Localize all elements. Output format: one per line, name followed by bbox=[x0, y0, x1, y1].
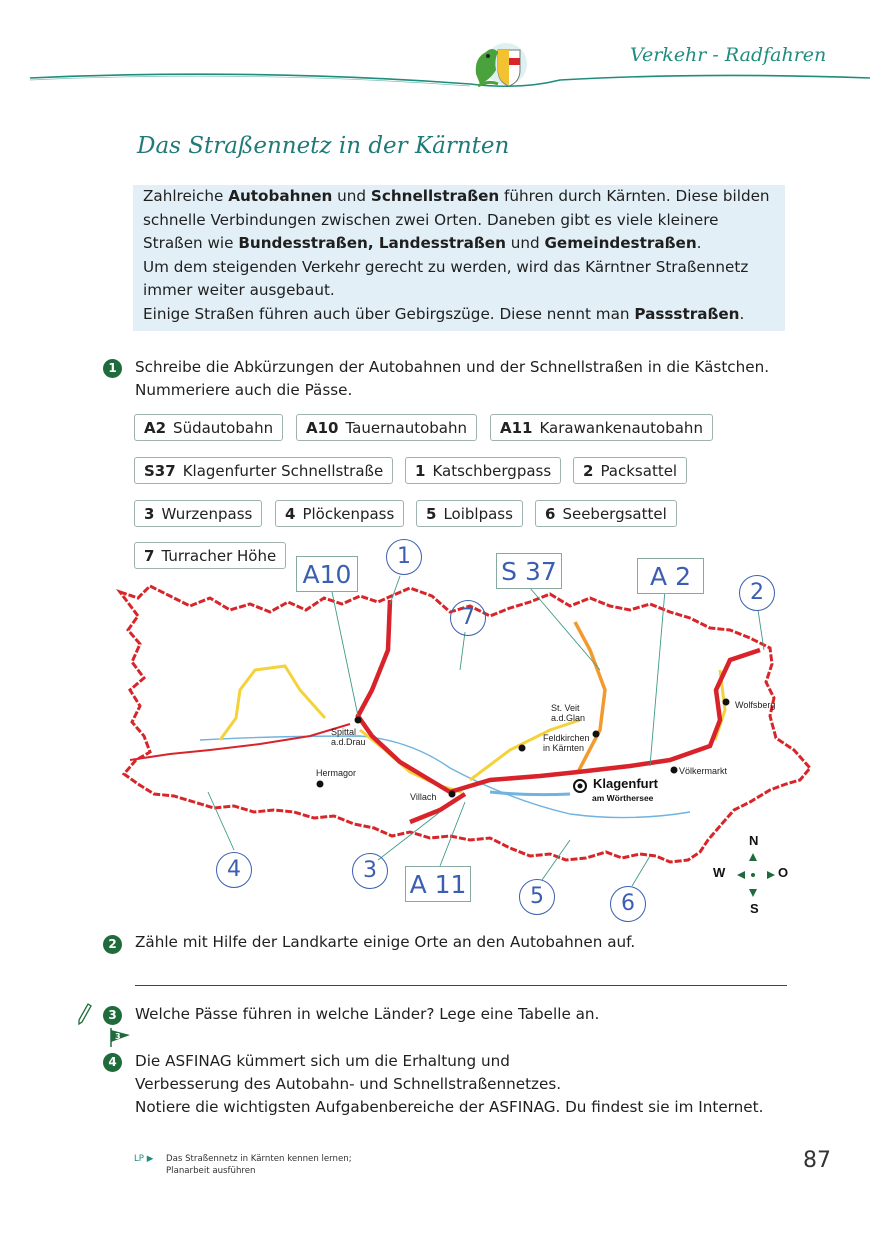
task-number-3: 3 bbox=[103, 1006, 122, 1025]
pass-circle-6: 6 bbox=[610, 886, 646, 922]
info-line: immer weiter ausgebaut. bbox=[143, 281, 335, 300]
town-dot-voelkermarkt bbox=[671, 767, 678, 774]
town-label-klagenfurt: Klagenfurt bbox=[593, 776, 658, 791]
town-dot-wolfsberg bbox=[723, 699, 730, 706]
page-number: 87 bbox=[803, 1148, 831, 1173]
compass-rose bbox=[713, 833, 793, 917]
town-dot-hermagor bbox=[317, 781, 324, 788]
page-title: Das Straßennetz in der Kärnten bbox=[137, 133, 510, 159]
task-3-text: Welche Pässe führen in welche Länder? Lege eine Tabelle an. bbox=[135, 1005, 600, 1023]
label-box-pass-5: 5 Loiblpass bbox=[416, 500, 523, 527]
label-box-pass-3: 3 Wurzenpass bbox=[134, 500, 262, 527]
town-label-wolfsberg: Wolfsberg bbox=[735, 700, 776, 710]
info-line: schnelle Verbindungen zwischen zwei Orten. Daneben gibt es viele kleinere bbox=[143, 210, 719, 229]
task-number-2: 2 bbox=[103, 935, 122, 954]
label-box-s37: S37 Klagenfurter Schnellstraße bbox=[134, 457, 393, 484]
answer-box-s37[interactable]: S 37 bbox=[496, 553, 562, 589]
town-label-villach: Villach bbox=[410, 792, 437, 802]
task-4-text: Die ASFINAG kümmert sich um die Erhaltung und Verbesserung des Autobahn- und Schnellstraßennetzes. Notiere die wichtigsten Aufgabenbereiche der ASFINAG. Du findest sie im Internet. bbox=[135, 1052, 764, 1116]
town-label-voelkermarkt: Völkermarkt bbox=[679, 766, 728, 776]
label-box-pass-2: 2 Packsattel bbox=[573, 457, 687, 484]
section-title: Verkehr - Radfahren bbox=[630, 44, 827, 66]
footer-note: Das Straßennetz in Kärnten kennen lernen; Planarbeit ausführen bbox=[166, 1154, 352, 1176]
compass-w: W bbox=[713, 865, 726, 880]
pass-circle-3: 3 bbox=[352, 853, 388, 889]
info-box bbox=[133, 185, 785, 331]
town-label-feldkirchen: Feldkirchen in Kärnten bbox=[543, 733, 590, 753]
pass-circle-2: 2 bbox=[739, 575, 775, 611]
task-number-1: 1 bbox=[103, 359, 122, 378]
compass-o: O bbox=[778, 865, 789, 880]
town-dot-villach bbox=[449, 791, 456, 798]
pass-circle-5: 5 bbox=[519, 879, 555, 915]
label-box-pass-1: 1 Katschbergpass bbox=[405, 457, 561, 484]
answer-box-a2[interactable]: A 2 bbox=[637, 558, 704, 594]
compass-arrows-icon bbox=[731, 847, 781, 903]
pencil-icon bbox=[77, 1003, 93, 1025]
town-dot-stveit bbox=[593, 731, 600, 738]
label-box-pass-6: 6 Seebergsattel bbox=[535, 500, 677, 527]
town-label-hermagor: Hermagor bbox=[316, 768, 357, 778]
label-box-a10: A10 Tauernautobahn bbox=[296, 414, 477, 441]
info-line: Um dem steigenden Verkehr gerecht zu werden, wird das Kärntner Straßennetz bbox=[143, 257, 749, 276]
task-number-4: 4 bbox=[103, 1053, 122, 1072]
carinthia-dragon-logo-icon bbox=[468, 36, 532, 96]
task-1-text: Schreibe die Abkürzungen der Autobahnen und der Schnellstraßen in die Kästchen. Nummeriere auch die Pässe. bbox=[135, 358, 770, 399]
town-dot-spittal bbox=[355, 717, 362, 724]
answer-line[interactable] bbox=[135, 985, 787, 986]
pass-circle-1: 1 bbox=[386, 539, 422, 575]
info-line: Straßen wie Bundesstraßen, Landesstraßen und Gemeindestraßen. bbox=[143, 234, 702, 253]
town-label-klagenfurt-sub: am Wörthersee bbox=[592, 793, 654, 803]
pass-circle-7: 7 bbox=[450, 600, 486, 636]
label-box-pass-7: 7 Turracher Höhe bbox=[134, 542, 286, 569]
label-box-pass-4: 4 Plöckenpass bbox=[275, 500, 404, 527]
compass-n: N bbox=[749, 833, 759, 848]
svg-text:3: 3 bbox=[115, 1032, 121, 1041]
footer-lp-marker: LP ▶ bbox=[134, 1154, 154, 1164]
task-2-text: Zähle mit Hilfe der Landkarte einige Orte an den Autobahnen auf. bbox=[135, 933, 636, 951]
town-dot-feldkirchen bbox=[519, 745, 526, 752]
compass-s: S bbox=[750, 901, 759, 916]
town-label-spittal: Spittal a.d.Drau bbox=[331, 727, 366, 747]
label-box-a2: A2 Südautobahn bbox=[134, 414, 283, 441]
flag-icon bbox=[108, 1026, 132, 1048]
answer-box-a10[interactable]: A10 bbox=[296, 556, 358, 592]
info-line: Zahlreiche Autobahnen und Schnellstraßen führen durch Kärnten. Diese bilden bbox=[143, 187, 770, 205]
pass-circle-4: 4 bbox=[216, 852, 252, 888]
town-label-stveit: St. Veit a.d.Glan bbox=[551, 703, 586, 723]
info-line: Einige Straßen führen auch über Gebirgszüge. Diese nennt man Passstraßen. bbox=[143, 304, 745, 323]
answer-box-a11[interactable]: A 11 bbox=[405, 866, 471, 902]
label-box-a11: A11 Karawankenautobahn bbox=[490, 414, 713, 441]
